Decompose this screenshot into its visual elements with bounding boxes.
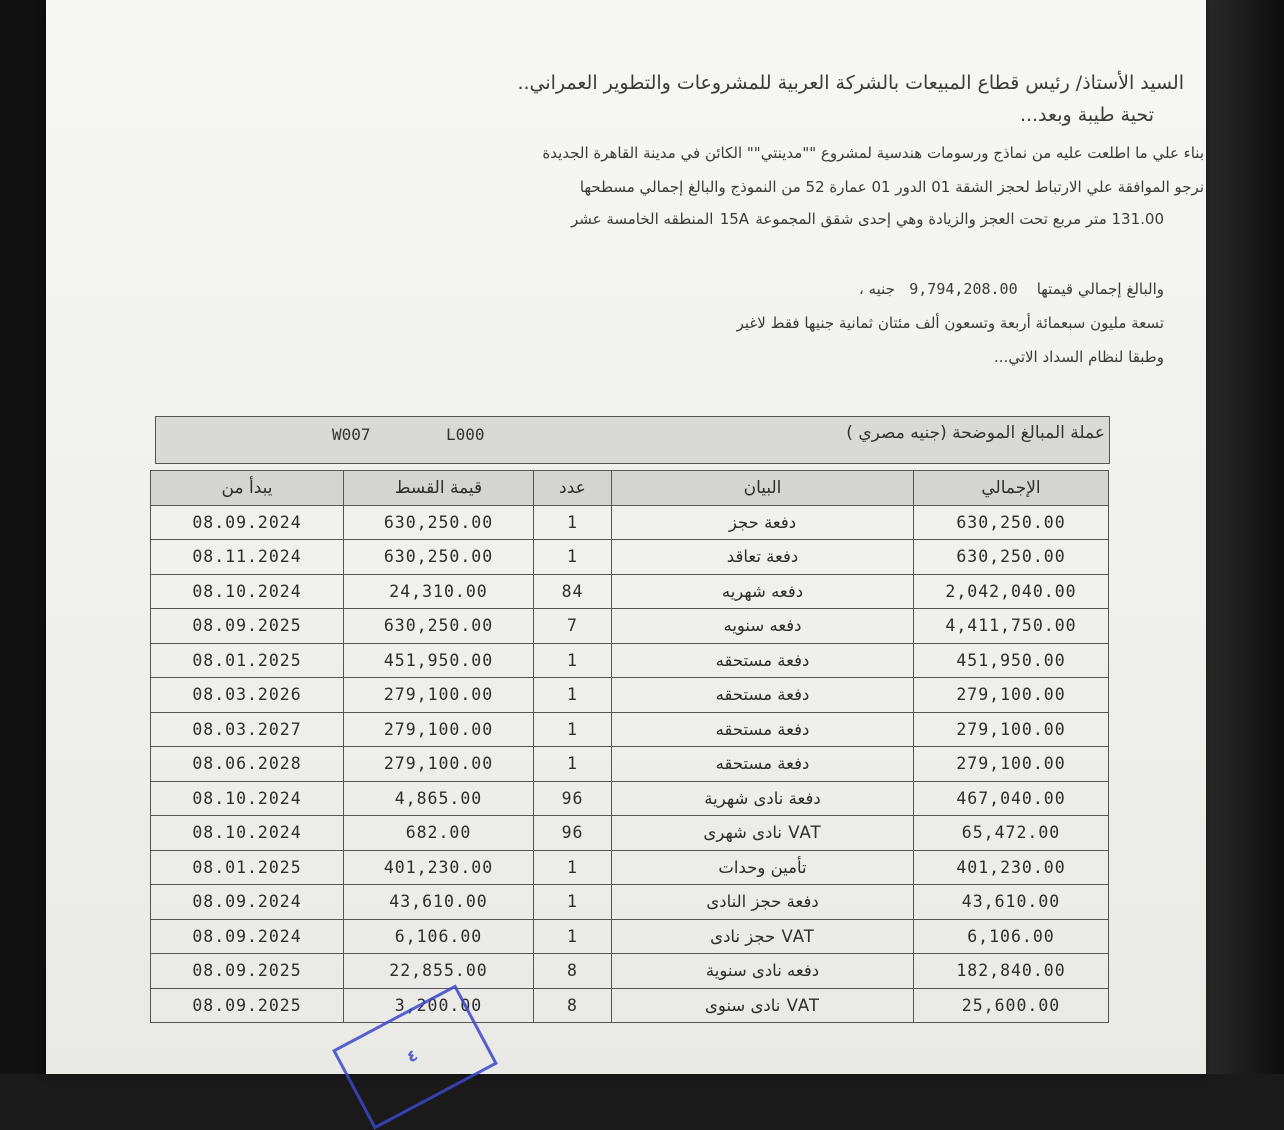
cell-count: 1 (534, 505, 612, 540)
table-row (151, 678, 1109, 713)
value-amount: 9,794,208.00 (909, 280, 1018, 298)
cell-start: 08.03.2027 (151, 712, 344, 747)
cell-description: VAT نادى شهرى (612, 816, 914, 851)
table-row (151, 954, 1109, 989)
table-row (151, 988, 1109, 1023)
cell-start: 08.10.2024 (151, 781, 344, 816)
cell-total: 65,472.00 (914, 816, 1109, 851)
table-row (151, 540, 1109, 575)
cell-installment: 682.00 (344, 816, 534, 851)
cell-installment: 6,106.00 (344, 919, 534, 954)
header-installment: قيمة القسط (344, 471, 534, 506)
cell-installment: 279,100.00 (344, 678, 534, 713)
cell-description: دفعه سنويه (612, 609, 914, 644)
cell-count: 7 (534, 609, 612, 644)
cell-total: 467,040.00 (914, 781, 1109, 816)
table-header-row (151, 471, 1109, 506)
cell-start: 08.10.2024 (151, 574, 344, 609)
cell-count: 96 (534, 781, 612, 816)
cell-count: 1 (534, 850, 612, 885)
cell-installment: 43,610.00 (344, 885, 534, 920)
cell-total: 279,100.00 (914, 712, 1109, 747)
header-start: يبدأ من (151, 471, 344, 506)
cell-description: دفعه شهريه (612, 574, 914, 609)
cell-installment: 630,250.00 (344, 609, 534, 644)
cell-total: 182,840.00 (914, 954, 1109, 989)
value-prefix: والبالغ إجمالي قيمتها (1036, 280, 1164, 298)
cell-count: 1 (534, 919, 612, 954)
cell-start: 08.09.2025 (151, 609, 344, 644)
cell-start: 08.11.2024 (151, 540, 344, 575)
currency-label: عملة المبالغ الموضحة (جنيه مصري ) (846, 423, 1105, 443)
cell-count: 8 (534, 988, 612, 1023)
cell-installment: 451,950.00 (344, 643, 534, 678)
cell-total: 630,250.00 (914, 505, 1109, 540)
cell-total: 2,042,040.00 (914, 574, 1109, 609)
cell-description: دفعة حجز (612, 505, 914, 540)
table-row (151, 574, 1109, 609)
cell-count: 8 (534, 954, 612, 989)
cell-total: 43,610.00 (914, 885, 1109, 920)
letter-salutation: السيد الأستاذ/ رئيس قطاع المبيعات بالشركة العربية للمشروعات والتطوير العمراني.. (517, 72, 1184, 94)
cell-installment: 3,200.00 (344, 988, 534, 1023)
cell-start: 08.09.2024 (151, 919, 344, 954)
cell-installment: 22,855.00 (344, 954, 534, 989)
table-row (151, 885, 1109, 920)
cell-start: 08.01.2025 (151, 643, 344, 678)
cell-total: 4,411,750.00 (914, 609, 1109, 644)
cell-total: 6,106.00 (914, 919, 1109, 954)
cell-description: دفعه نادى سنوية (612, 954, 914, 989)
letter-line-unit: نرجو الموافقة علي الارتباط لحجز الشقة 01 الدور 01 عمارة 52 من النموذج والبالغ إجمالي مسطحها (579, 178, 1204, 196)
cell-installment: 630,250.00 (344, 505, 534, 540)
table-row (151, 712, 1109, 747)
cell-start: 08.03.2026 (151, 678, 344, 713)
cell-count: 1 (534, 712, 612, 747)
table-row (151, 816, 1109, 851)
table-row (151, 643, 1109, 678)
table-row (151, 505, 1109, 540)
cell-count: 96 (534, 816, 612, 851)
cell-start: 08.10.2024 (151, 816, 344, 851)
cell-description: دفعة مستحقه (612, 712, 914, 747)
letter-greeting: تحية طيبة وبعد... (1019, 104, 1154, 126)
cell-count: 1 (534, 885, 612, 920)
cell-description: تأمين وحدات (612, 850, 914, 885)
code-l: L000 (446, 425, 485, 444)
cell-start: 08.09.2024 (151, 505, 344, 540)
cell-installment: 24,310.00 (344, 574, 534, 609)
cell-count: 1 (534, 643, 612, 678)
header-total: الإجمالي (914, 471, 1109, 506)
table-row (151, 781, 1109, 816)
cell-installment: 630,250.00 (344, 540, 534, 575)
letter-payment-intro: وطبقا لنظام السداد الاتي... (994, 348, 1164, 366)
cell-installment: 279,100.00 (344, 747, 534, 782)
cell-start: 08.09.2025 (151, 954, 344, 989)
cell-installment: 401,230.00 (344, 850, 534, 885)
cell-count: 1 (534, 747, 612, 782)
code-w: W007 (332, 425, 371, 444)
cell-total: 451,950.00 (914, 643, 1109, 678)
stamp-text: ٤ (403, 1045, 421, 1067)
cell-installment: 4,865.00 (344, 781, 534, 816)
cell-description: VAT نادى سنوى (612, 988, 914, 1023)
cell-start: 08.09.2025 (151, 988, 344, 1023)
cell-total: 401,230.00 (914, 850, 1109, 885)
payment-schedule-table (150, 470, 1109, 1023)
letter-line-project: بناء علي ما اطلعت عليه من نماذج ورسومات هندسية لمشروع ""مدينتي"" الكائن في مدينة القاهرة الجديدة (542, 144, 1204, 162)
cell-count: 84 (534, 574, 612, 609)
table-row (151, 850, 1109, 885)
currency-box (155, 416, 1110, 464)
cell-start: 08.06.2028 (151, 747, 344, 782)
cell-start: 08.09.2024 (151, 885, 344, 920)
letter-line-area: 131.00 متر مربع تحت العجز والزيادة وهي إحدى شقق المجموعة 15A المنطقه الخامسة عشر (570, 210, 1164, 228)
value-suffix: جنيه ، (858, 280, 895, 298)
table-row (151, 919, 1109, 954)
background-right (1204, 0, 1284, 1074)
cell-total: 279,100.00 (914, 747, 1109, 782)
letter-line-value (859, 280, 1164, 298)
cell-description: دفعة نادى شهرية (612, 781, 914, 816)
cell-description: دفعة تعاقد (612, 540, 914, 575)
table-row (151, 747, 1109, 782)
cell-total: 630,250.00 (914, 540, 1109, 575)
table-row (151, 609, 1109, 644)
background-left (0, 0, 46, 1074)
header-description: البيان (612, 471, 914, 506)
cell-count: 1 (534, 540, 612, 575)
cell-total: 25,600.00 (914, 988, 1109, 1023)
cell-description: دفعة مستحقه (612, 747, 914, 782)
cell-installment: 279,100.00 (344, 712, 534, 747)
cell-description: دفعة حجز النادى (612, 885, 914, 920)
letter-value-words: تسعة مليون سبعمائة أربعة وتسعون ألف مئتان ثمانية جنيها فقط لاغير (736, 314, 1164, 332)
cell-description: دفعة مستحقه (612, 678, 914, 713)
cell-total: 279,100.00 (914, 678, 1109, 713)
cell-description: VAT حجز نادى (612, 919, 914, 954)
cell-start: 08.01.2025 (151, 850, 344, 885)
cell-description: دفعة مستحقه (612, 643, 914, 678)
header-count: عدد (534, 471, 612, 506)
cell-count: 1 (534, 678, 612, 713)
